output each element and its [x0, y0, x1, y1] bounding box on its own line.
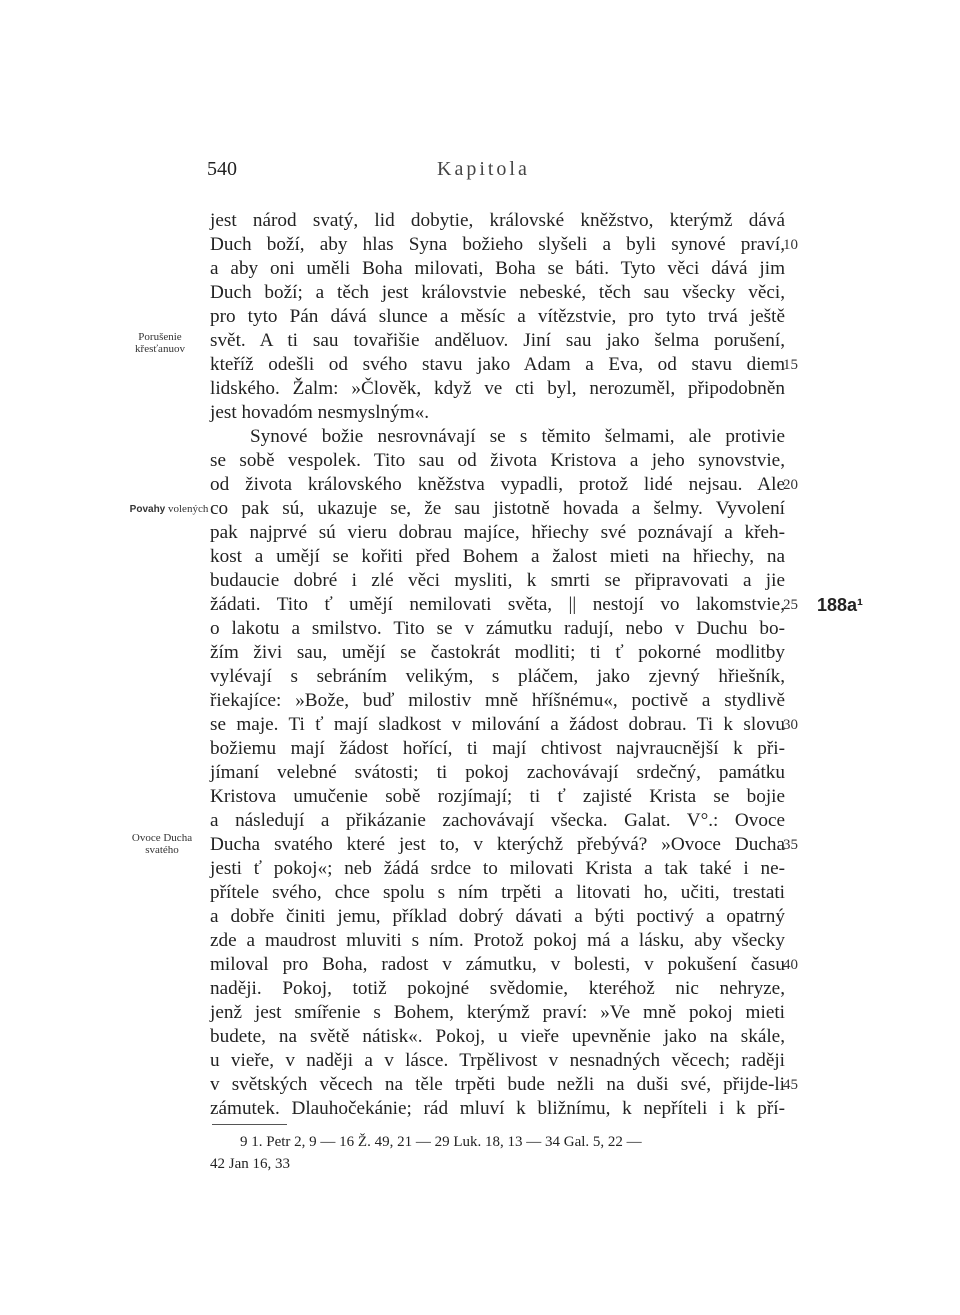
- text-line: kteříž odešli od svého stavu jako Adam a Eva, od stavu diem: [210, 354, 785, 375]
- text-line: budete, na světě nátisk«. Pokoj, u vieře upevněnie jako na skále,: [210, 1026, 785, 1047]
- folio-mark: 188a¹: [817, 595, 864, 615]
- text-line: a následují a přikázanie zachovávají všecka. Galat. V°.: Ovoce: [210, 810, 785, 831]
- text-line: v světských věcech na těle trpěti bude nežli na duši své, přijde-li: [210, 1074, 785, 1095]
- line-number: 30: [783, 717, 798, 733]
- text-line: Duch boží; a těch jest královstvie nebeské, těch sau všecky věci,: [210, 282, 785, 303]
- footnote-line: 42 Jan 16, 33: [210, 1156, 290, 1172]
- text-line: miloval pro Boha, radost v zámutku, v bolesti, v pokušení času: [210, 954, 785, 975]
- text-line: a aby oni uměli Boha milovati, Boha se báti. Tyto věci dává jim: [210, 258, 785, 279]
- text-line: jenž jest smířenie s Bohem, kterýmž praví: »Ve mně pokoj mieti: [210, 1002, 785, 1023]
- line-number: 10: [783, 237, 798, 253]
- text-line: a dobře činiti jemu, příklad dobrý dávati a býti poctivý a opatrný: [210, 906, 785, 927]
- text-line: od života královského kněžstva vypadli, protož lidé nejsau. Ale: [210, 474, 785, 495]
- text-line: jesti ť pokoj«; neb žádá srdce to milovati Krista a tak také i ne-: [210, 858, 785, 879]
- line-number: 15: [783, 357, 798, 373]
- text-line: jest národ svatý, lid dobytie, královské kněžstvo, kterýmž dává: [210, 210, 785, 231]
- footnotes: [210, 1131, 642, 1172]
- text-line: pro tyto Pán dává slunce a měsíc a vítězstvie, pro tyto trvá ještě: [210, 306, 785, 327]
- margin-note-rest: volených: [168, 503, 209, 515]
- text-line: lidského. Žalm: »Člověk, když ve cti byl, nerozuměl, připodobněn: [210, 378, 785, 399]
- text-line: božiemu mají žádost hořící, ti mají chtivost najvraucnější k při-: [210, 738, 785, 759]
- text-line: se maje. Ti ť mají sladkost v milování a žádost dobrau. Ti k slovu: [210, 714, 785, 735]
- text-line: řiekajíce: »Bože, buď milostiv mně hříšnému«, poctivě a stydlivě: [210, 690, 785, 711]
- margin-note-bold: Povahy: [129, 504, 166, 515]
- margin-note: Porušenie křesťanuov: [135, 331, 185, 355]
- margin-note: [124, 503, 214, 516]
- text-line: budaucie dobré i zlé věci mysliti, k smrti se připravovati a jie: [210, 570, 785, 591]
- margin-note: Ovoce Ducha svatého: [131, 832, 193, 856]
- running-title: Kapitola: [437, 158, 530, 180]
- text-line: Ducha svatého které jest to, v kterýchž přebývá? »Ovoce Ducha: [210, 834, 785, 855]
- text-line: žádati. Tito ť umějí nemilovati světa, || nestojí vo lakomstvie,: [210, 594, 785, 615]
- line-number: 35: [783, 837, 798, 853]
- text-line: Synové božie nesrovnávají se s těmito šelmami, ale protivie: [250, 426, 785, 447]
- text-line: svět. A ti sau tovařišie anděluov. Jiní sau jako šelma porušení,: [210, 330, 785, 351]
- text-line: u vieře, v naději a v lásce. Trpělivost v nesnadných věcech; raději: [210, 1050, 785, 1071]
- text-line: přítele svého, chce spolu s ním trpěti a litovati ho, učiti, trestati: [210, 882, 785, 903]
- text-line: pak najprvé sú vieru dobrau majíce, hřiechy své poznávají a křeh-: [210, 522, 785, 543]
- text-line: jest hovadóm nesmyslným«.: [210, 402, 430, 423]
- text-line: co pak sú, ukazuje se, že sau jistotně hovada a šelmy. Vyvolení: [210, 498, 785, 519]
- text-line: naději. Pokoj, totiž pokojné svědomie, kteréhož nic nehryze,: [210, 978, 785, 999]
- text-line: o lakotu a smilstvo. Tito se v zámutku radují, nebo v Duchu bo-: [210, 618, 785, 639]
- text-line: kost a umějí se kořiti před Bohem a žalost mieti na hřiechy, na: [210, 546, 785, 567]
- text-line: Kristova umučenie sobě rozjímají; ti ť zajisté Krista se bojie: [210, 786, 785, 807]
- text-line: zde a maudrost mluviti s ním. Protož pokoj má a lásku, aby všecky: [210, 930, 785, 951]
- text-line: jímaní velebné svátosti; ti pokoj zachovávají srdečný, památku: [210, 762, 785, 783]
- text-line: vylévají s sebráním velikým, s pláčem, jako zjevný hřiešník,: [210, 666, 785, 687]
- text-line: se sobě vespolek. Tito sau od života Kristova a jeho synovstvie,: [210, 450, 785, 471]
- line-number: 45: [783, 1077, 798, 1093]
- text-line: Duch boží, aby hlas Syna božieho slyšeli a byli synové praví,: [210, 234, 785, 255]
- footnote-line: 9 1. Petr 2, 9 — 16 Ž. 49, 21 — 29 Luk. 18, 13 — 34 Gal. 5, 22 —: [240, 1134, 642, 1150]
- text-line: zámutek. Dlauhočekánie; rád mluví k bližnímu, k nepříteli i k pří-: [210, 1098, 785, 1119]
- footnote-divider: [212, 1124, 287, 1125]
- line-number: 25: [783, 597, 798, 613]
- text-line: žím živi sau, umějí se častokrát modliti; ti ť pokorné modlitby: [210, 642, 785, 663]
- line-number: 40: [783, 957, 798, 973]
- page-number: 540: [207, 158, 237, 180]
- line-number: 20: [783, 477, 798, 493]
